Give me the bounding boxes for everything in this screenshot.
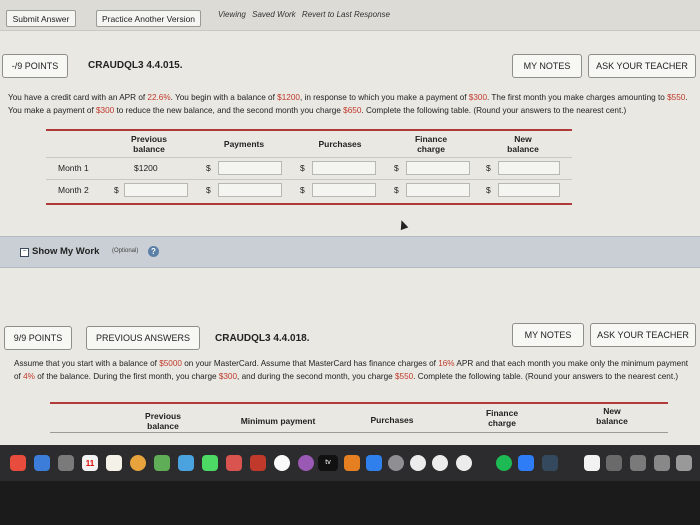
q1-row1-dollar: $: [206, 163, 211, 173]
q1-table-bottom-rule: [46, 203, 572, 205]
q1-row2-label: Month 2: [58, 185, 89, 195]
calendar-icon[interactable]: 11: [82, 455, 98, 471]
saved-work-link[interactable]: Saved Work: [252, 10, 296, 19]
q2-header-divider: [50, 432, 668, 433]
q1-col-purchases: Purchases: [318, 139, 362, 149]
q2-points-badge: 9/9 POINTS: [4, 326, 72, 350]
dock-app-icon[interactable]: [58, 455, 74, 471]
submit-answer-button[interactable]: Submit Answer: [6, 10, 76, 27]
optional-label: (Optional): [112, 248, 139, 254]
podcasts-icon[interactable]: [298, 455, 314, 471]
photos-icon[interactable]: [130, 455, 146, 471]
facetime-icon[interactable]: [202, 455, 218, 471]
viewing-links: [218, 10, 394, 19]
q1-col-previous-balance: Previous balance: [131, 134, 167, 154]
q2-table-top-rule: [50, 402, 668, 404]
q2-ask-teacher-button[interactable]: ASK YOUR TEACHER: [590, 323, 696, 347]
q2-code: CRAUDQL3 4.4.018.: [215, 333, 310, 344]
spotify-icon[interactable]: [496, 455, 512, 471]
q2-my-notes-button[interactable]: MY NOTES: [512, 323, 584, 347]
q1-row-divider: [46, 179, 572, 180]
dock-app-icon[interactable]: [250, 455, 266, 471]
q1-row1-new-balance-input[interactable]: [498, 161, 560, 175]
q1-prompt: You have a credit card with an APR of 22.6%. You begin with a balance of $1200, in response to which you make a payment of $300. The first month you make charges amounting to $550. You make a payment of $300 to reduce the new balance, and the second month you charge $650. Complete the following table. (Round your answers to the nearest cent.): [8, 93, 688, 115]
viewing-label: Viewing: [218, 10, 246, 19]
q1-row1-dollar: $: [394, 163, 399, 173]
app-store-icon[interactable]: [366, 455, 382, 471]
expand-icon[interactable]: −: [20, 248, 29, 257]
books-icon[interactable]: [344, 455, 360, 471]
q1-row2-dollar: $: [206, 185, 211, 195]
q1-row1-dollar: $: [486, 163, 491, 173]
dock-app-icon[interactable]: [410, 455, 426, 471]
system-preferences-icon[interactable]: [388, 455, 404, 471]
assignment-toolbar: [0, 0, 700, 31]
dock-app-icon[interactable]: [630, 455, 646, 471]
q1-col-finance-charge: Finance charge: [414, 134, 448, 154]
q1-my-notes-button[interactable]: MY NOTES: [512, 54, 582, 78]
revert-link[interactable]: Revert to Last Response: [301, 10, 390, 19]
q2-col-previous-balance: Previous balance: [145, 411, 181, 431]
q1-row1-label: Month 1: [58, 163, 89, 173]
q2-prompt: Assume that you start with a balance of $5000 on your MasterCard. Assume that MasterCard has finance charges of 16% APR and that each month you make only the minimum payment of 4% of the balance. During the first month, you charge $300, and during the second month, you charge $550. Complete the following table. (Round your answers to the nearest cent.): [14, 359, 689, 381]
q1-table-top-rule: [46, 129, 572, 131]
q1-row2-finance-input[interactable]: [406, 183, 470, 197]
notes-icon[interactable]: [106, 455, 122, 471]
q1-row1-finance-input[interactable]: [406, 161, 470, 175]
q1-row2-dollar: $: [486, 185, 491, 195]
practice-another-version-button[interactable]: Practice Another Version: [96, 10, 201, 27]
q1-col-payments: Payments: [223, 139, 265, 149]
q1-row1-purchases-input[interactable]: [312, 161, 376, 175]
q2-col-finance-charge: Finance charge: [485, 408, 519, 428]
dock-app-icon[interactable]: [432, 455, 448, 471]
q1-row2-new-balance-input[interactable]: [498, 183, 560, 197]
help-icon[interactable]: ?: [148, 246, 159, 257]
dock-app-icon[interactable]: [606, 455, 622, 471]
q1-row2-payments-input[interactable]: [218, 183, 282, 197]
q1-row2-purchases-input[interactable]: [312, 183, 376, 197]
mouse-pointer-icon: [398, 219, 409, 230]
music-icon[interactable]: [274, 455, 290, 471]
tv-icon[interactable]: tv: [318, 455, 338, 471]
dock-app-icon[interactable]: [654, 455, 670, 471]
q2-col-purchases: Purchases: [370, 415, 414, 425]
q1-code: CRAUDQL3 4.4.015.: [88, 60, 183, 71]
q1-points-badge: -/9 POINTS: [2, 54, 68, 78]
trash-icon[interactable]: [676, 455, 692, 471]
dock-app-icon[interactable]: [34, 455, 50, 471]
q1-header-divider: [46, 157, 572, 158]
q2-col-minimum-payment: Minimum payment: [240, 416, 316, 426]
q1-ask-teacher-button[interactable]: ASK YOUR TEACHER: [588, 54, 696, 78]
dock-app-icon[interactable]: [542, 455, 558, 471]
dock-app-icon[interactable]: [456, 455, 472, 471]
q1-row2-dollar: $: [114, 185, 119, 195]
q2-previous-answers-button[interactable]: PREVIOUS ANSWERS: [86, 326, 200, 350]
show-my-work-bar[interactable]: [0, 236, 700, 268]
q2-col-new-balance: New balance: [596, 406, 628, 426]
q1-row2-previous-input[interactable]: [124, 183, 188, 197]
zoom-icon[interactable]: [518, 455, 534, 471]
dock-app-icon[interactable]: [226, 455, 242, 471]
dock-app-icon[interactable]: [154, 455, 170, 471]
q1-row2-dollar: $: [300, 185, 305, 195]
document-icon[interactable]: [584, 455, 600, 471]
q1-row1-previous-value: $1200: [134, 163, 158, 173]
dock-app-icon[interactable]: [10, 455, 26, 471]
q1-row1-payments-input[interactable]: [218, 161, 282, 175]
show-my-work-label[interactable]: Show My Work: [32, 246, 100, 257]
q1-col-new-balance: New balance: [507, 134, 539, 154]
q1-row1-dollar: $: [300, 163, 305, 173]
q1-row2-dollar: $: [394, 185, 399, 195]
messages-icon[interactable]: [178, 455, 194, 471]
